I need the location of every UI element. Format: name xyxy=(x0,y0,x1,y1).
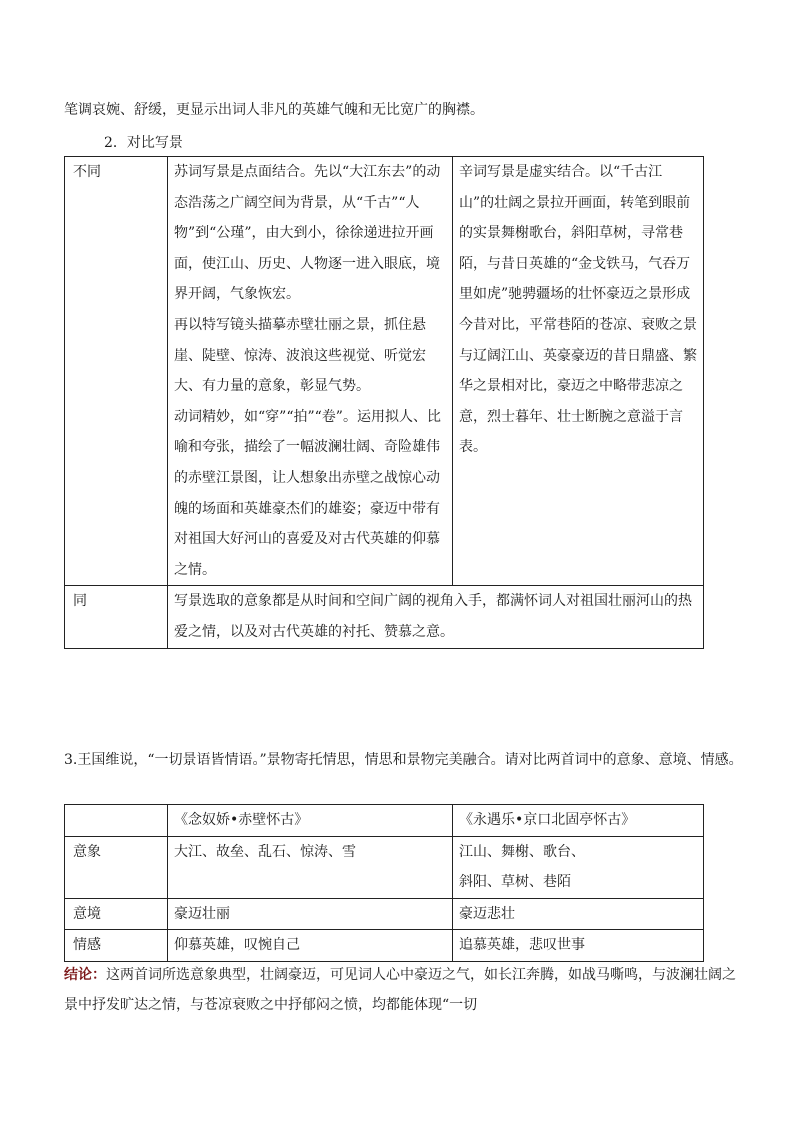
table-row xyxy=(65,586,704,648)
imagery-comparison-table xyxy=(64,804,704,962)
mood-poem-1: 豪迈壮丽 xyxy=(168,898,453,930)
header-empty-cell xyxy=(65,805,168,837)
su-ci-scenery-cell xyxy=(168,157,453,586)
conclusion-label: 结论： xyxy=(64,967,106,983)
table-row xyxy=(65,157,704,586)
conclusion-text: 这两首词所选意象典型，壮阔豪迈，可见词人心中豪迈之气，如长江奔腾，如战马嘶鸣，与波澜壮阔之景中抒发旷达之情，与苍凉衰败之中抒郁闷之愤，均都能体现“一切 xyxy=(64,967,736,1013)
row-label-imagery: 意象 xyxy=(65,836,168,898)
row-label-different: 不同 xyxy=(65,157,168,586)
header-poem-2: 《永遇乐•京口北固亭怀古》 xyxy=(453,805,704,837)
imagery-poem-1: 大江、故垒、乱石、惊涛、雪 xyxy=(168,836,453,898)
scenery-comparison-table xyxy=(64,156,704,649)
imagery-poem-2 xyxy=(453,836,704,898)
su-paragraph: 再以特写镜头描摹赤壁壮丽之景，抓住悬崖、陡壁、惊涛、波浪这些视觉、听觉宏大、有力量的意象，彰显气势。 xyxy=(174,316,426,395)
xin-ci-scenery-cell: 辛词写景是虚实结合。以“千古江山”的壮阔之景拉开画面，转笔到眼前的实景舞榭歌台，斜阳草树，寻常巷陌，与昔日英雄的“金戈铁马，气吞万里如虎”驰骋疆场的壮怀豪迈之景形成今昔对比，平常巷陌的苍凉、衰败之景与辽阔江山、英豪豪迈的昔日鼎盛、繁华之景相对比，豪迈之中略带悲凉之意，烈士暮年、壮士断腕之意溢于言表。 xyxy=(453,157,704,586)
table-row xyxy=(65,836,704,898)
table-row xyxy=(65,930,704,962)
su-paragraph: 苏词写景是点面结合。先以“大江东去”的动态浩荡之广阔空间为背景，从“千古”“人物”到“公瑾”，由大到小，徐徐递进拉开画面，使江山、历史、人物逐一进入眼底，境界开阔，气象恢宏。 xyxy=(174,164,441,303)
same-text-cell: 写景选取的意象都是从时间和空间广阔的视角入手，都满怀词人对祖国壮丽河山的热爱之情，以及对古代英雄的衬托、赞慕之意。 xyxy=(168,586,704,648)
emotion-poem-1: 仰慕英雄，叹惋自己 xyxy=(168,930,453,962)
header-poem-1: 《念奴娇•赤壁怀古》 xyxy=(168,805,453,837)
section-3-paragraph: 3.王国维说，“一切景语皆情语。”景物寄托情思，情思和景物完美融合。请对比两首词中的意象、意境、情感。 xyxy=(64,752,743,768)
row-label-same: 同 xyxy=(65,586,168,648)
conclusion-paragraph xyxy=(64,960,744,1020)
row-label-emotion: 情感 xyxy=(65,930,168,962)
table-row xyxy=(65,898,704,930)
mood-poem-2: 豪迈悲壮 xyxy=(453,898,704,930)
table-header-row xyxy=(65,805,704,837)
section-2-heading: 2．对比写景 xyxy=(104,135,183,151)
intro-paragraph: 笔调哀婉、舒缓，更显示出词人非凡的英雄气魄和无比宽广的胸襟。 xyxy=(64,102,484,118)
imagery-line: 斜阳、草树、巷陌 xyxy=(459,874,571,891)
imagery-line: 江山、舞榭、歌台、 xyxy=(459,843,585,860)
row-label-mood: 意境 xyxy=(65,898,168,930)
emotion-poem-2: 追慕英雄，悲叹世事 xyxy=(453,930,704,962)
su-paragraph: 动词精妙，如“穿”“拍”“卷”。运用拟人、比喻和夸张，描绘了一幅波澜壮阔、奇险雄伟的赤壁江景图，让人想象出赤壁之战惊心动魄的场面和英雄豪杰们的雄姿；豪迈中带有对祖国大好河山的喜爱及对古代英雄的仰慕之情。 xyxy=(174,408,441,578)
